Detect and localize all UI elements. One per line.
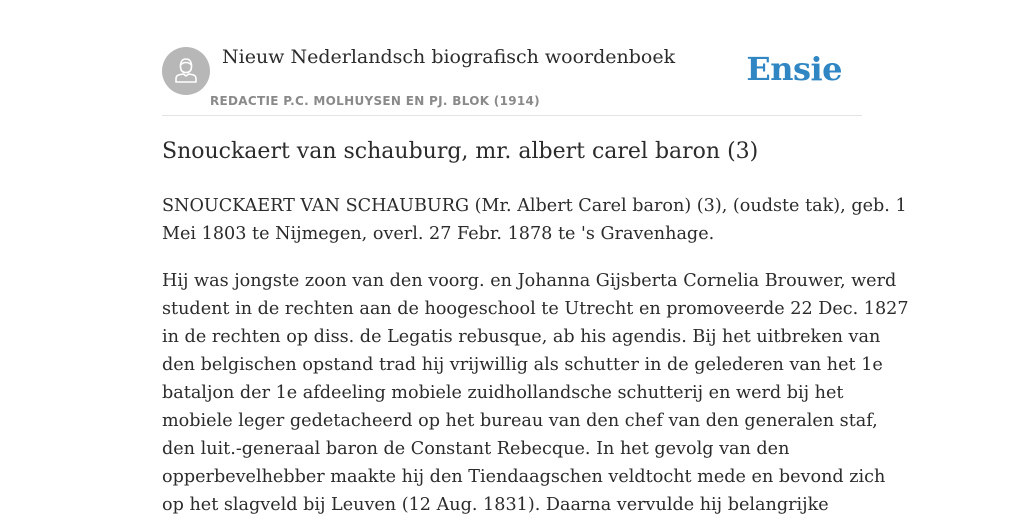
paragraph-line: op het slagveld bij Leuven (12 Aug. 1831). Daarna vervulde hij belangrijke (162, 495, 829, 515)
entry-title: Snouckaert van schauburg, mr. albert carel baron (3) (162, 139, 759, 164)
avatar[interactable] (162, 47, 210, 95)
source-header (162, 0, 862, 116)
paragraph-line: Mei 1803 te Nijmegen, overl. 27 Febr. 1878 te 's Gravenhage. (162, 224, 715, 244)
paragraph-line: mobiele leger gedetacheerd op het bureau van den chef van den generalen staf, (162, 411, 878, 431)
source-editors: REDACTIE P.C. MOLHUYSEN EN PJ. BLOK (1914) (210, 94, 540, 108)
source-title[interactable]: Nieuw Nederlandsch biografisch woordenboek (222, 46, 676, 68)
paragraph-line: den luit.-generaal baron de Constant Rebecque. In het gevolg van den (162, 439, 790, 459)
page (162, 0, 909, 515)
paragraph-line: den belgischen opstand trad hij vrijwillig als schutter in de gelederen van het 1e (162, 355, 883, 375)
paragraph-line: opperbevelhebber maakte hij den Tiendaagschen veldtocht mede en bevond zich (162, 467, 886, 487)
paragraph-line: in de rechten op diss. de Legatis rebusque, ab his agendis. Bij het uitbreken van (162, 327, 881, 347)
paragraph-line: SNOUCKAERT VAN SCHAUBURG (Mr. Albert Carel baron) (3), (oudste tak), geb. 1 (162, 196, 907, 216)
user-icon (162, 47, 210, 95)
entry-paragraph (162, 267, 909, 519)
paragraph-line: Hij was jongste zoon van den voorg. en Johanna Gijsberta Cornelia Brouwer, werd (162, 271, 897, 291)
paragraph-line: bataljon der 1e afdeeling mobiele zuidhollandsche schutterij en werd bij het (162, 383, 844, 403)
entry-paragraph (162, 192, 907, 248)
brand-logo[interactable]: Ensie (746, 50, 842, 88)
paragraph-line: student in de rechten aan de hoogeschool te Utrecht en promoveerde 22 Dec. 1827 (162, 299, 909, 319)
